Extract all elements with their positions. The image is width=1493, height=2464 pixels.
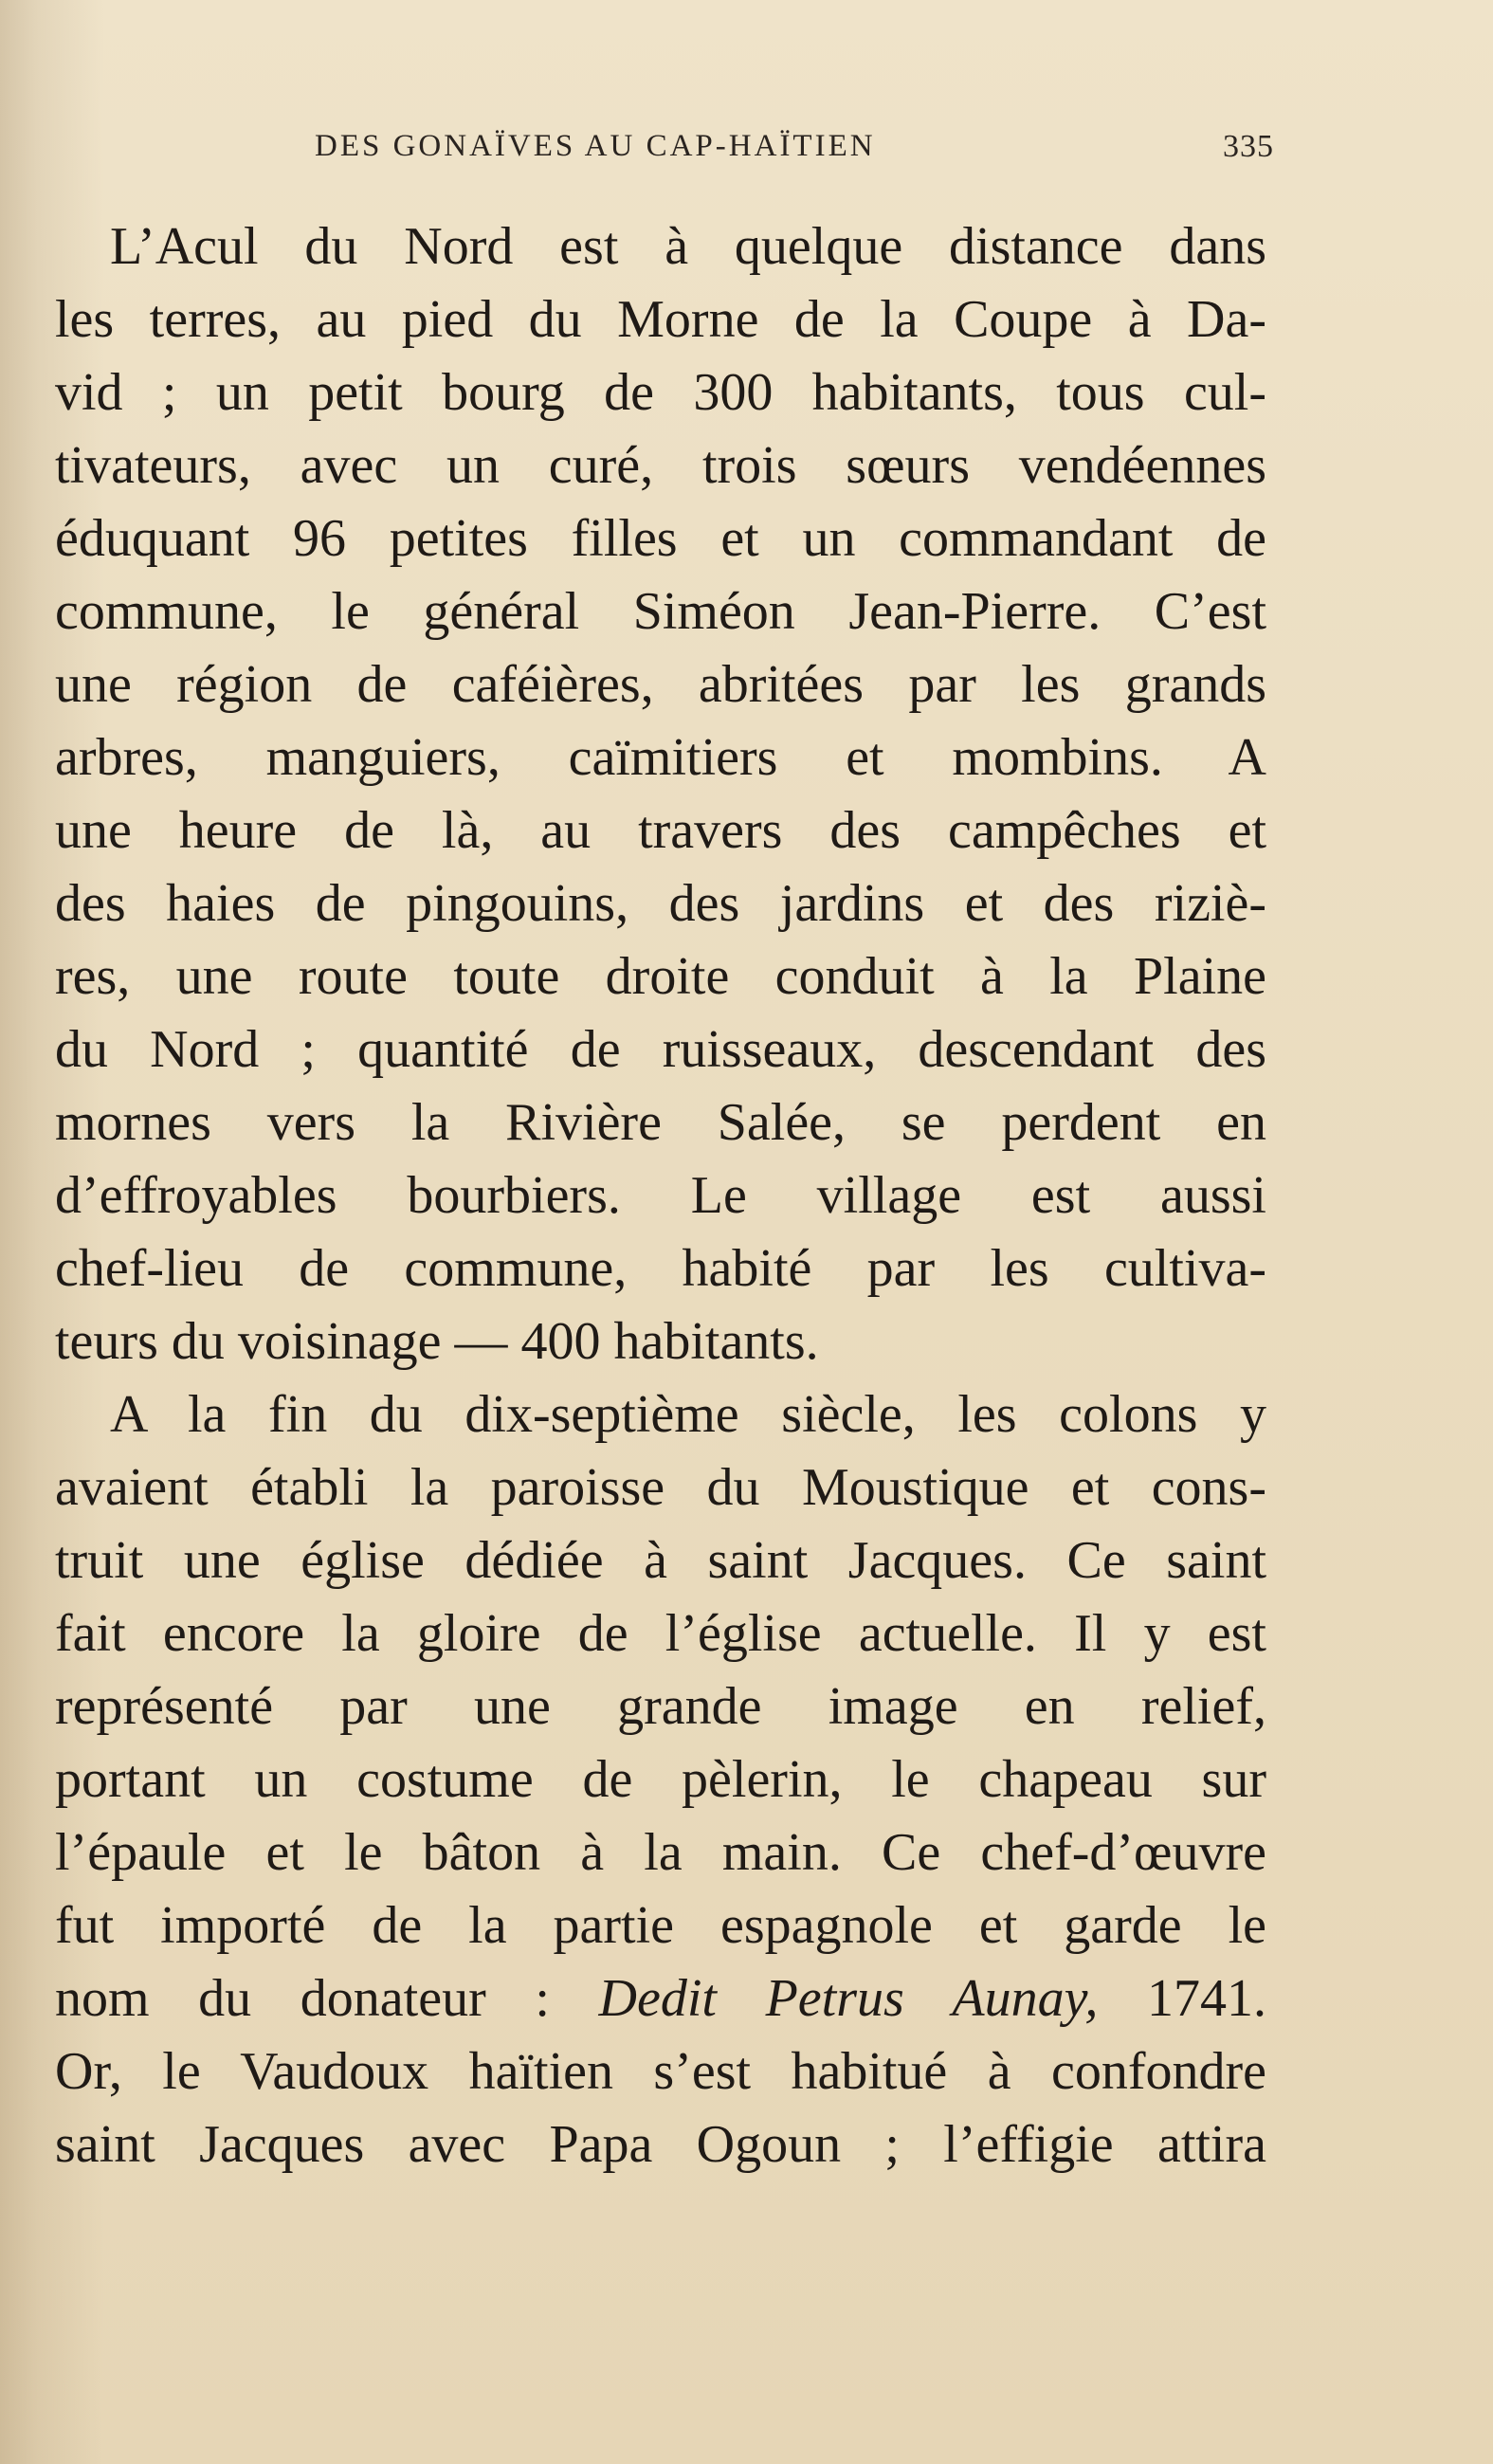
text-line: des haies de pingouins, des jardins et des riziè- [55,874,1266,933]
donor-prefix: nom du donateur : [55,1969,599,2028]
text-line: chef-lieu de commune, habité par les cultiva- [55,1239,1266,1298]
text-line: vid ; un petit bourg de 300 habitants, tous cul- [55,363,1266,422]
text-line: mornes vers la Rivière Salée, se perdent en [55,1093,1266,1152]
text-line: res, une route toute droite conduit à la Plaine [55,947,1266,1006]
paragraph-1 [55,210,1266,1378]
text-line: d’effroyables bourbiers. Le village est aussi [55,1166,1266,1225]
donor-year: 1741. [1098,1969,1266,2028]
text-line: avaient établi la paroisse du Moustique et cons- [55,1458,1266,1517]
text-line: teurs du voisinage — 400 habitants. [55,1312,819,1371]
text-line: A la fin du dix-septième siècle, les colons y [110,1385,1266,1444]
text-line: éduquant 96 petites filles et un commandant de [55,509,1266,568]
text-line: Or, le Vaudoux haïtien s’est habitué à confondre [55,2042,1266,2101]
donor-line [55,1962,1266,2035]
text-line: fut importé de la partie espagnole et garde le [55,1896,1266,1955]
text-line: truit une église dédiée à saint Jacques. Ce saint [55,1531,1266,1590]
text-line: une heure de là, au travers des campêches et [55,801,1266,860]
text-line: commune, le général Siméon Jean-Pierre. C’est [55,582,1266,641]
text-line: portant un costume de pèlerin, le chapeau sur [55,1750,1266,1809]
donor-inscription: Dedit Petrus Aunay, [598,1969,1099,2028]
body-text [55,210,1266,2181]
text-line: tivateurs, avec un curé, trois sœurs vendéennes [55,436,1266,495]
text-line: L’Acul du Nord est à quelque distance dans [110,217,1266,276]
text-line: une région de caféières, abritées par les grands [55,655,1266,714]
running-head: DES GONAÏVES AU CAP-HAÏTIEN [315,129,876,163]
text-line: représenté par une grande image en relief, [55,1677,1266,1736]
text-line: les terres, au pied du Morne de la Coupe à Da- [55,290,1266,349]
text-line: arbres, manguiers, caïmitiers et mombins. A [55,728,1266,787]
text-line: l’épaule et le bâton à la main. Ce chef-d’œuvre [55,1823,1266,1882]
paragraph-2 [55,1378,1266,2181]
text-line: du Nord ; quantité de ruisseaux, descendant des [55,1020,1266,1079]
page-number: 335 [1223,129,1274,164]
text-line: fait encore la gloire de l’église actuelle. Il y est [55,1604,1266,1663]
text-line: saint Jacques avec Papa Ogoun ; l’effigie attira [55,2115,1266,2174]
